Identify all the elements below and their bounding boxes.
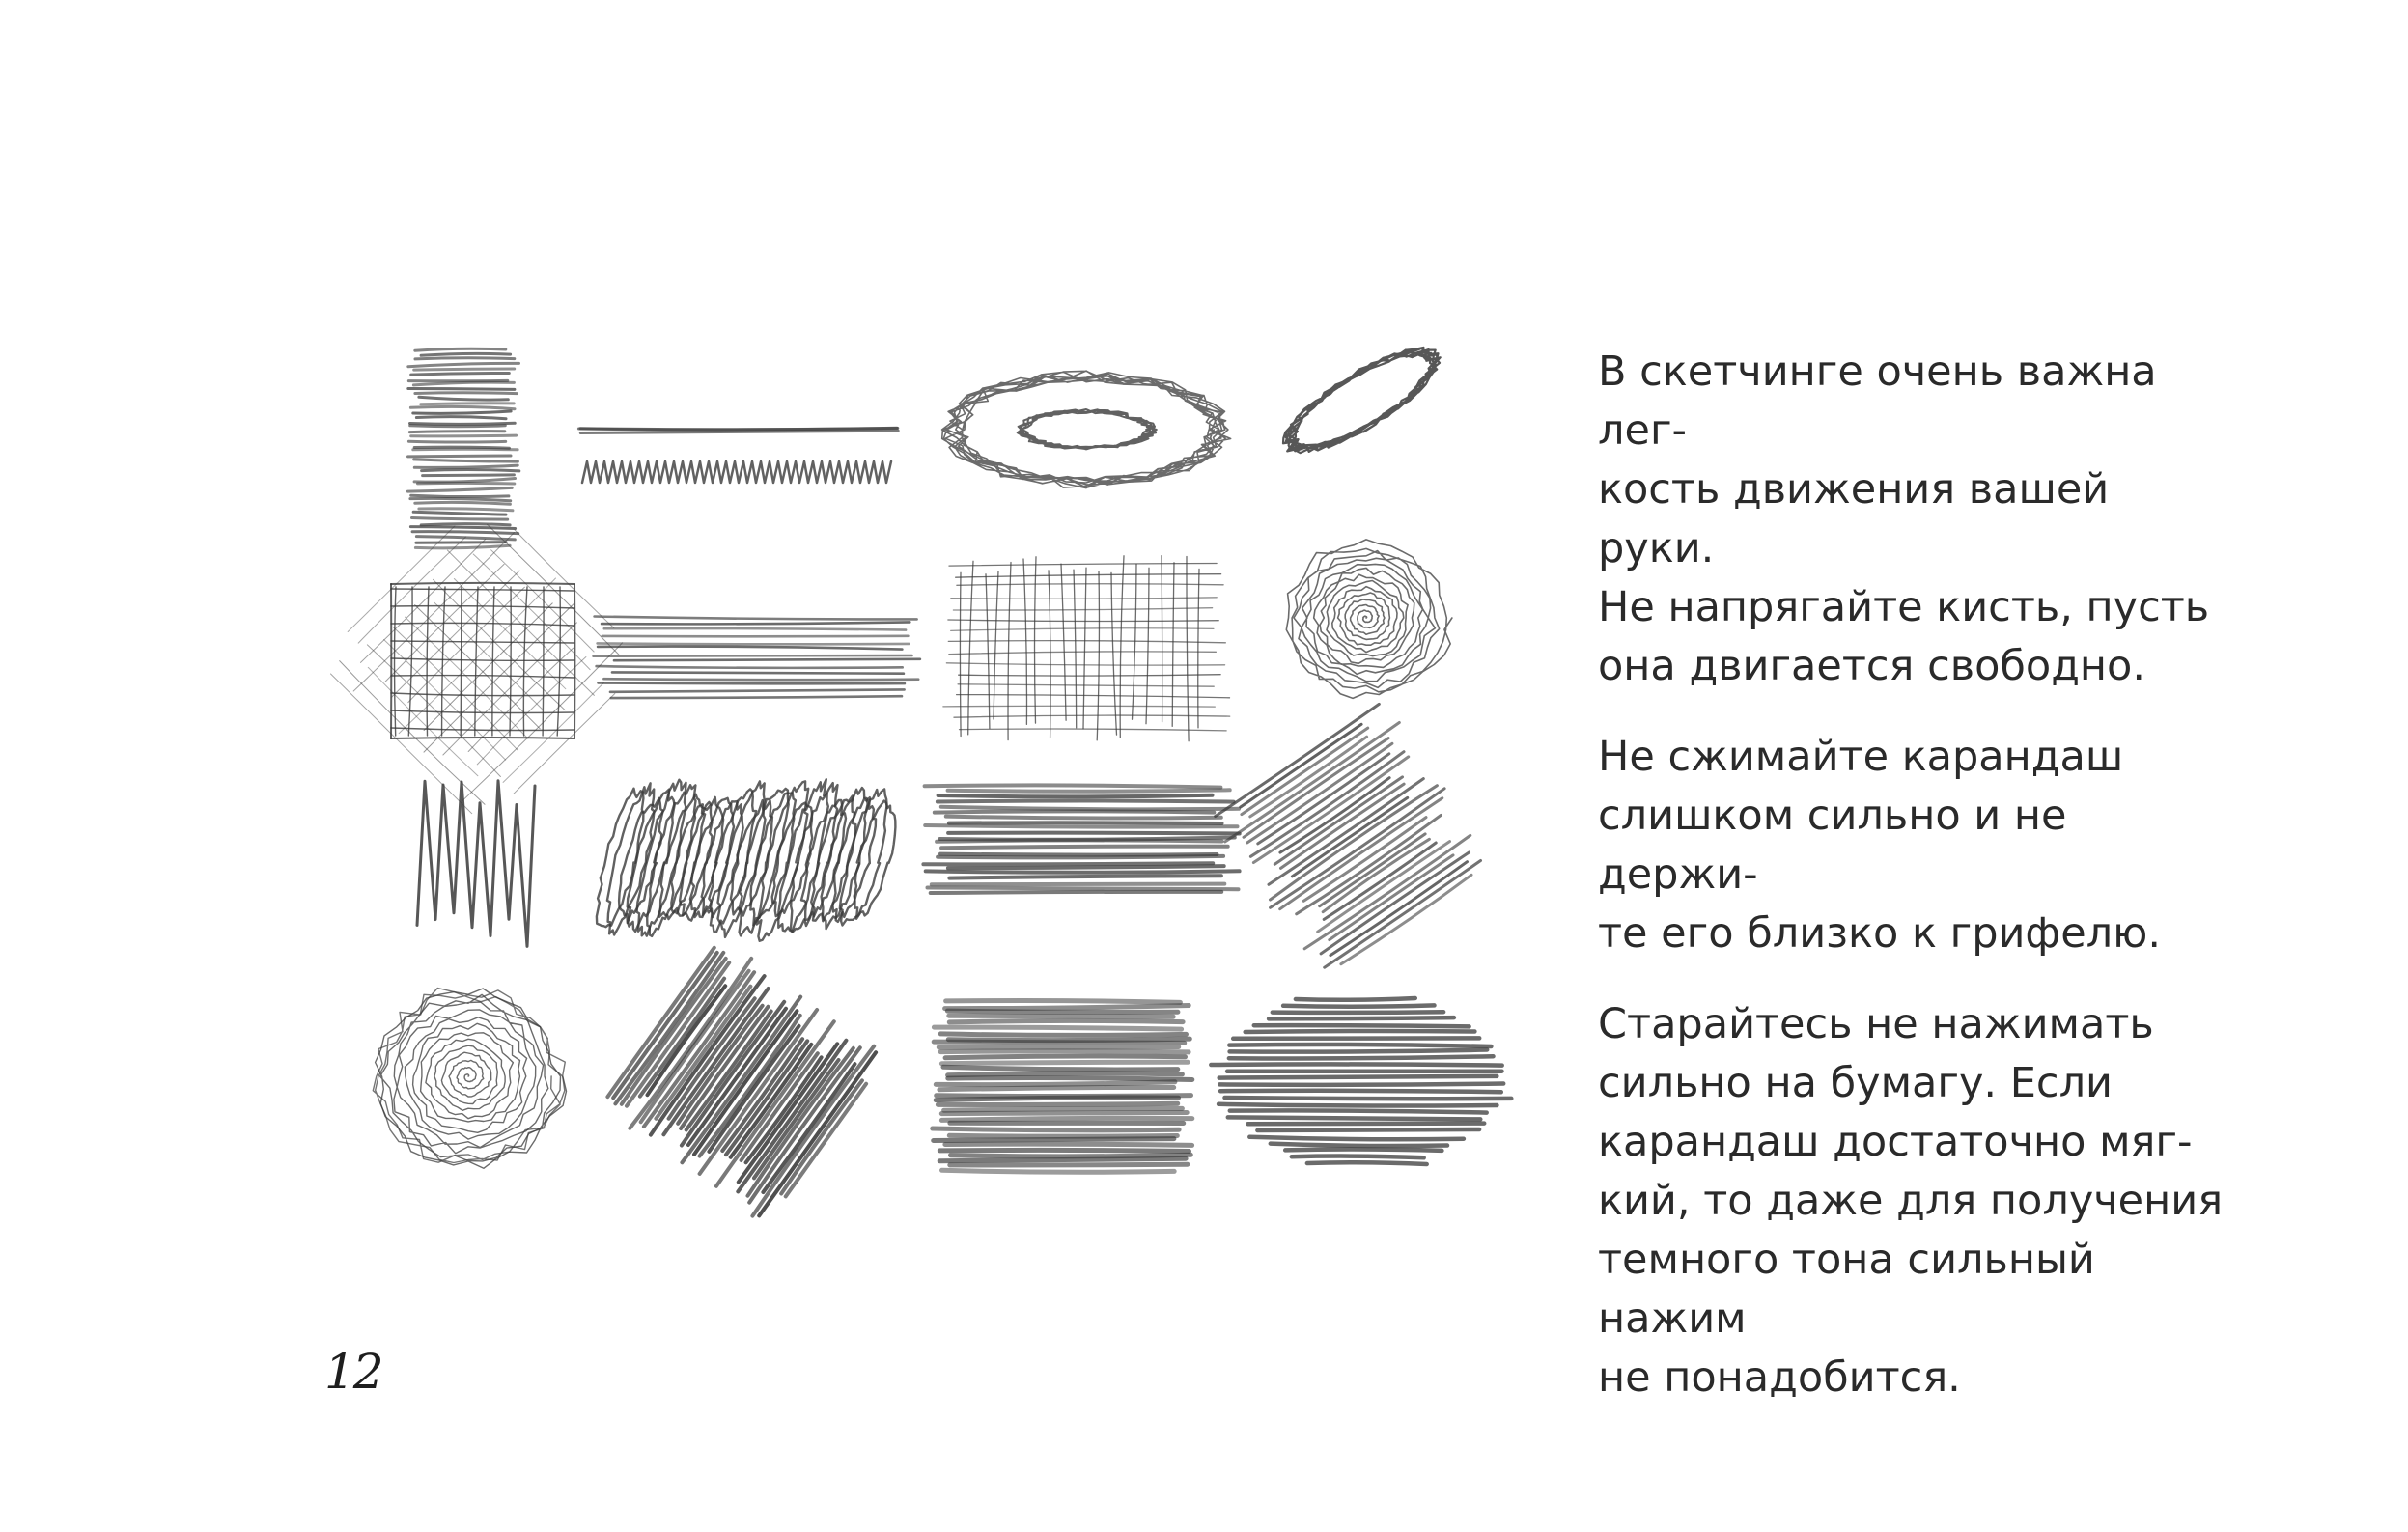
sketch-horizontal-bands (599, 608, 917, 705)
sketch-two-lines (574, 415, 903, 492)
sketch-tone-block (937, 994, 1188, 1178)
page-number: 12 (324, 1344, 382, 1400)
body-text (1598, 343, 2226, 1439)
sketch-tone-cloud (1217, 989, 1506, 1173)
sketch-crosshatch-grid (386, 579, 579, 743)
sketch-dense-horizontal (932, 777, 1231, 903)
pencil-stroke-samples (367, 319, 1526, 1207)
sketch-zigzag (406, 767, 560, 961)
sketch-oval-loops (937, 357, 1236, 502)
sketch-spiral (1274, 521, 1458, 714)
sketch-hatch-column (406, 343, 521, 555)
sketch-dark-diagonal (647, 985, 840, 1178)
paragraph-pressure: Старайтесь не нажимать сильно на бумагу. Если карандаш достаточно мяг- кий, то даже для получения темного тона сильный нажим не понадобится. (1598, 1000, 2224, 1402)
sketch-round-scribble (367, 980, 570, 1173)
sketch-scribble (603, 763, 893, 956)
paragraph-grip: Не сжимайте карандаш слишком сильно и не держи- те его близко к грифелю. (1598, 733, 2161, 958)
sketch-loose-crosshatch (946, 550, 1226, 743)
sketch-diagonal-hatch (1246, 743, 1458, 936)
paragraph-lightness: В скетчинге очень важна лег- кость движения вашей руки. Не напрягайте кисть, пусть она двигается свободно. (1598, 348, 2210, 690)
sketch-diagonal-loops (1270, 323, 1463, 478)
